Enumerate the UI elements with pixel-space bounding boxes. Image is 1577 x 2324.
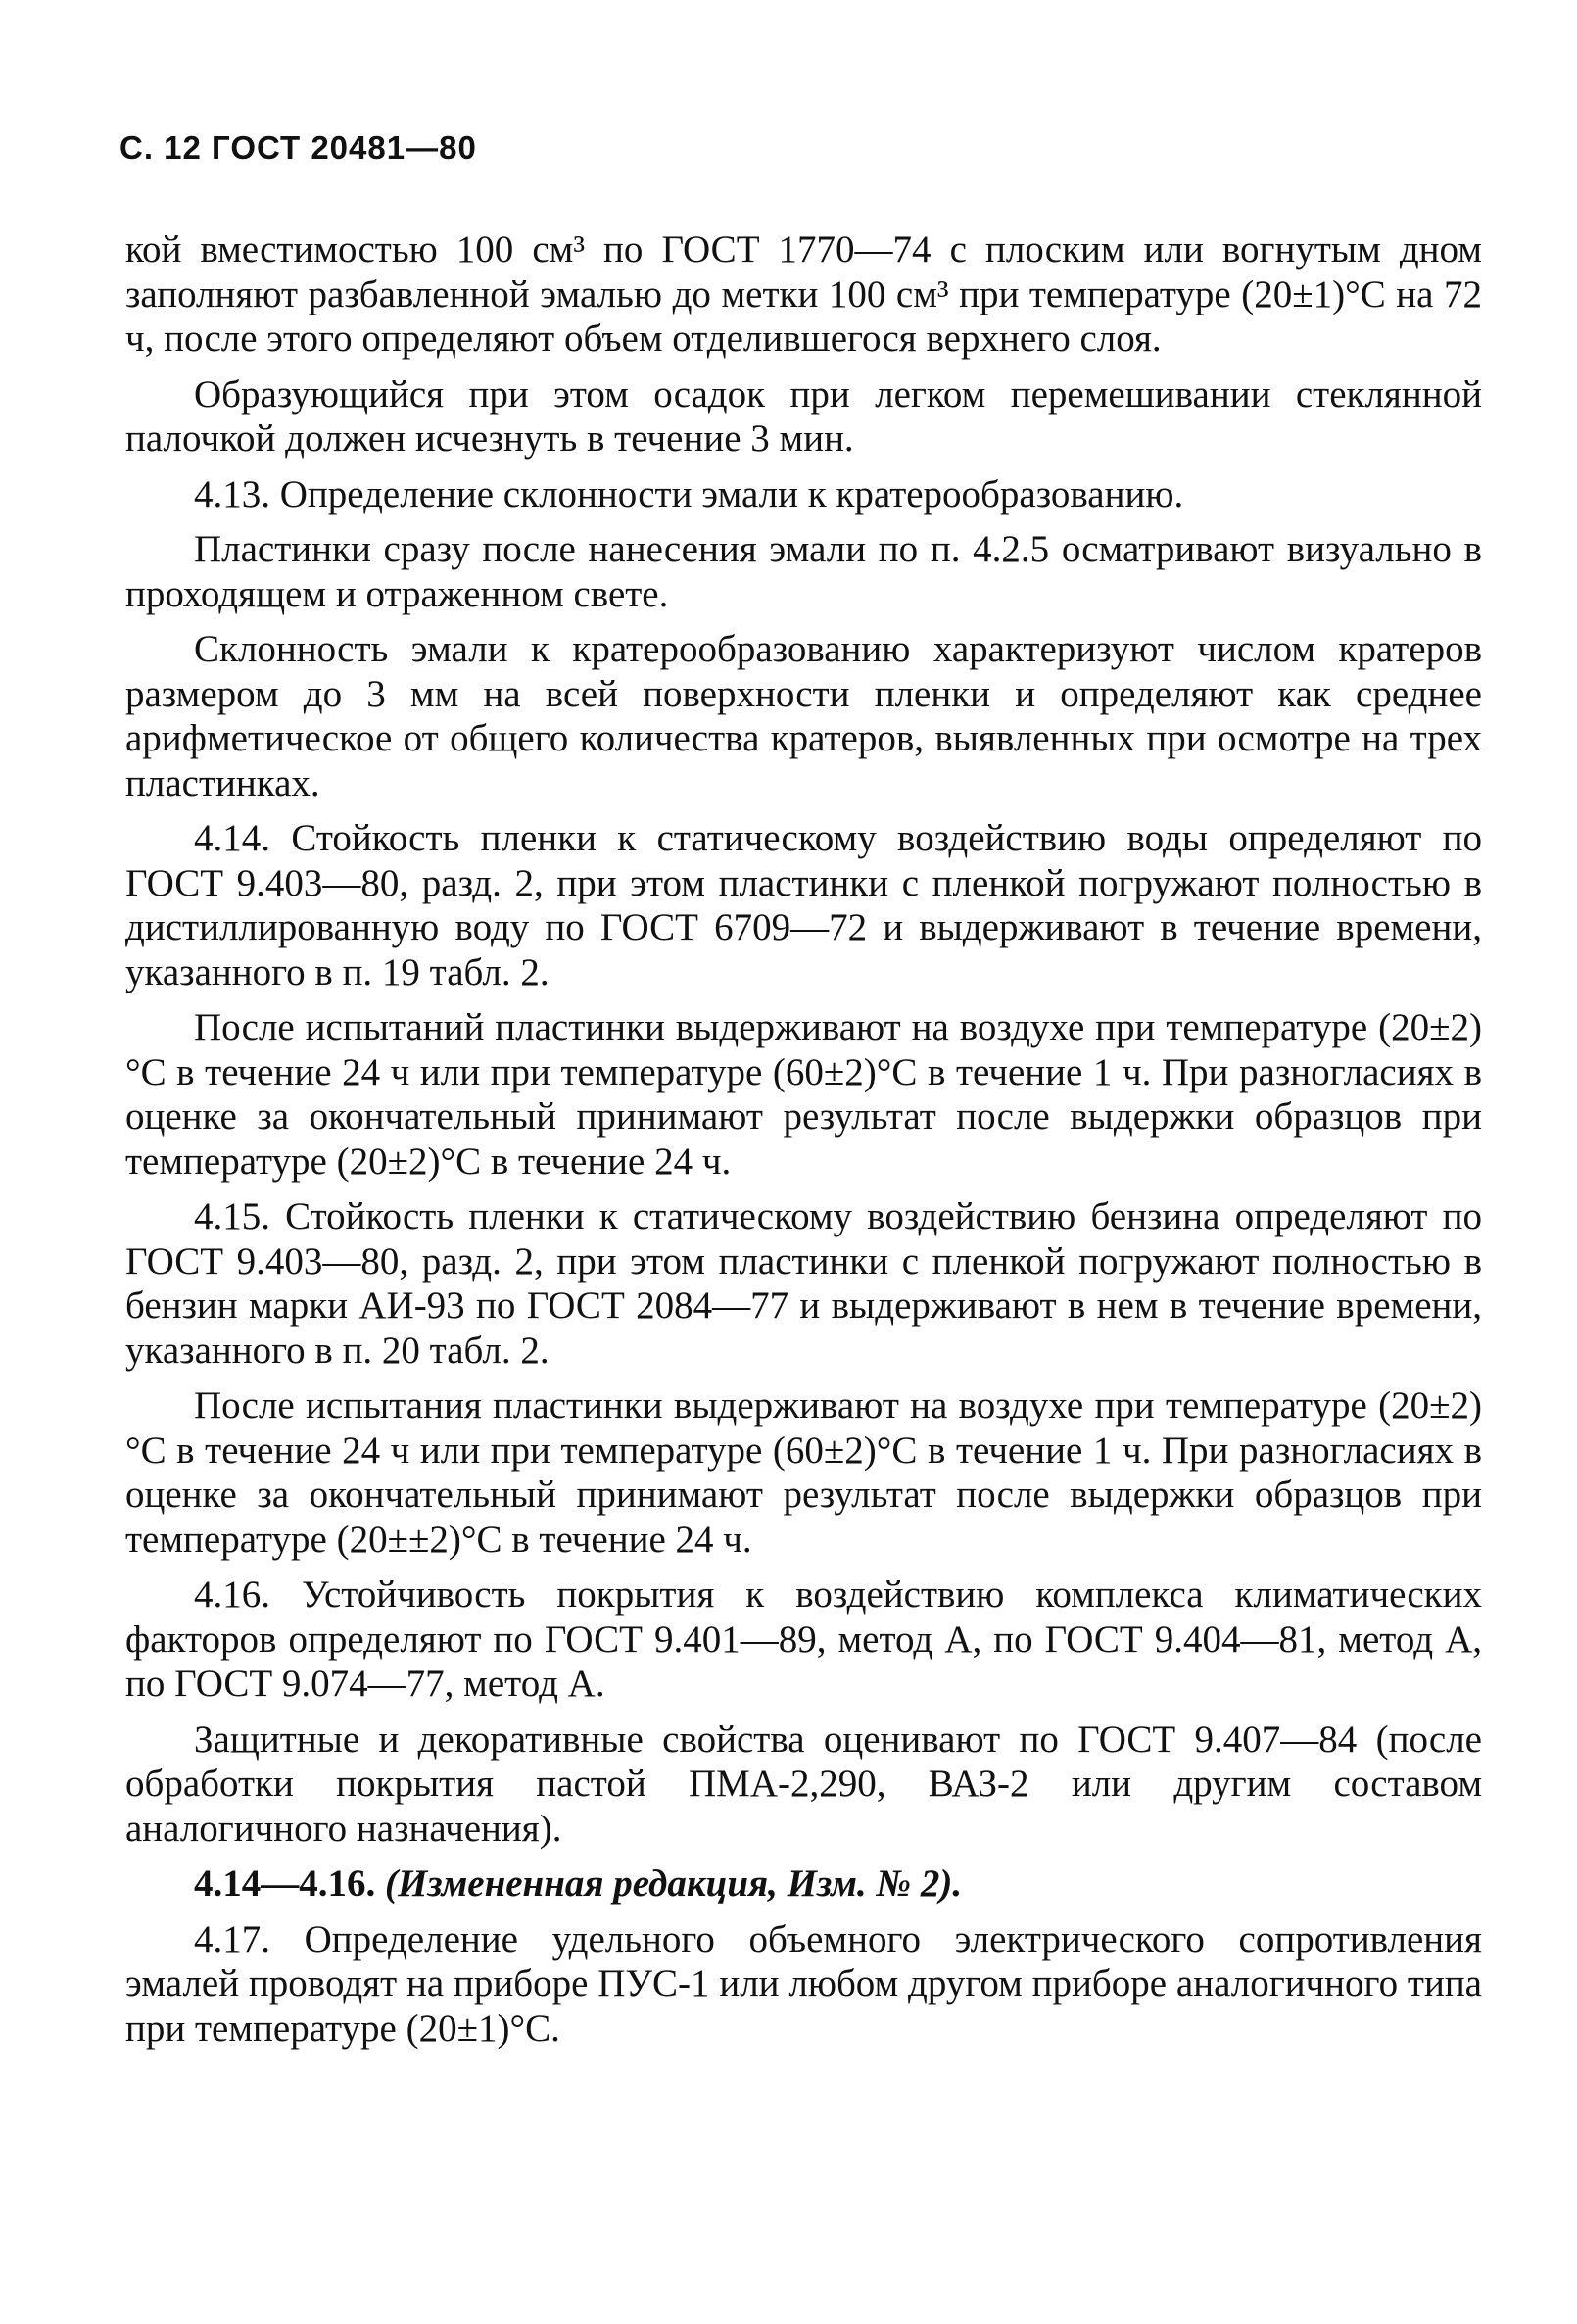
page-header: С. 12 ГОСТ 20481—80: [119, 129, 477, 166]
section-4-16: 4.16. Устойчивость покрытия к воздействию комплекса климатических факторов определяют по ГОСТ 9.401—89, метод А, по ГОСТ 9.404—81, метод А, по ГОСТ 9.074—77, метод А.: [125, 1574, 1482, 1705]
paragraph-after-water-test: После испытаний пластинки выдерживают на воздухе при температуре (20±2)°С в течение 24 ч или при температуре (60±2)°С в течение 1 ч. При разногласиях в оценке за окончательный принимают результат после выдержки образцов при температуре (20±2)°С в течение 24 ч.: [125, 1006, 1482, 1183]
paragraph-protective-properties: Защитные и декоративные свойства оценивают по ГОСТ 9.407—84 (после обработки покрытия пастой ПМА-2,290, ВАЗ-2 или другим составом аналогичного назначения).: [125, 1718, 1482, 1850]
section-4-15: 4.15. Стойкость пленки к статическому воздействию бензина определяют по ГОСТ 9.403—80, разд. 2, при этом пластинки с пленкой погружают полностью в бензин марки АИ-93 по ГОСТ 2084—77 и выдерживают в нем в течение времени, указанного в п. 20 табл. 2.: [125, 1195, 1482, 1372]
paragraph-after-petrol-test: После испытания пластинки выдерживают на воздухе при температуре (20±2)°С в течение 24 ч или при температуре (60±2)°С в течение 1 ч. При разногласиях в оценке за окончательный принимают результат после выдержки образцов при температуре (20±±2)°С в течение 24 ч.: [125, 1384, 1482, 1561]
paragraph-crater-tendency: Склонность эмали к кратерообразованию характеризуют числом кратеров размером до 3 мм на всей поверхности пленки и определяют как среднее арифметическое от общего количества кратеров, выявленных при осмотре на трех пластинках.: [125, 628, 1482, 804]
paragraph-plates-inspection: Пластинки сразу после нанесения эмали по п. 4.2.5 осматривают визуально в проходящем и отраженном свете.: [125, 528, 1482, 615]
document-body: [125, 227, 1482, 2061]
paragraph-sediment: Образующийся при этом осадок при легком перемешивании стеклянной палочкой должен исчезнуть в течение 3 мин.: [125, 372, 1482, 460]
section-4-14: 4.14. Стойкость пленки к статическому воздействию воды определяют по ГОСТ 9.403—80, разд. 2, при этом пластинки с пленкой погружают полностью в дистиллированную воду по ГОСТ 6709—72 и выдерживают в течение времени, указанного в п. 19 табл. 2.: [125, 817, 1482, 993]
amendment-text: (Измененная редакция, Изм. № 2).: [385, 1863, 963, 1905]
amendment-note: [125, 1862, 1482, 1907]
section-4-13: 4.13. Определение склонности эмали к кратерообразованию.: [194, 472, 1184, 515]
paragraph-continuation: кой вместимостью 100 см³ по ГОСТ 1770—74 с плоским или вогнутым дном заполняют разбавленной эмалью до метки 100 см³ при температуре (20±1)°С на 72 ч, после этого определяют объем отделившегося верхнего слоя.: [125, 228, 1482, 360]
section-4-17: 4.17. Определение удельного объемного электрического сопротивления эмалей проводят на приборе ПУС-1 или любом другом приборе аналогичного типа при температуре (20±1)°С.: [125, 1917, 1482, 2050]
amendment-range: 4.14—4.16.: [194, 1863, 376, 1905]
